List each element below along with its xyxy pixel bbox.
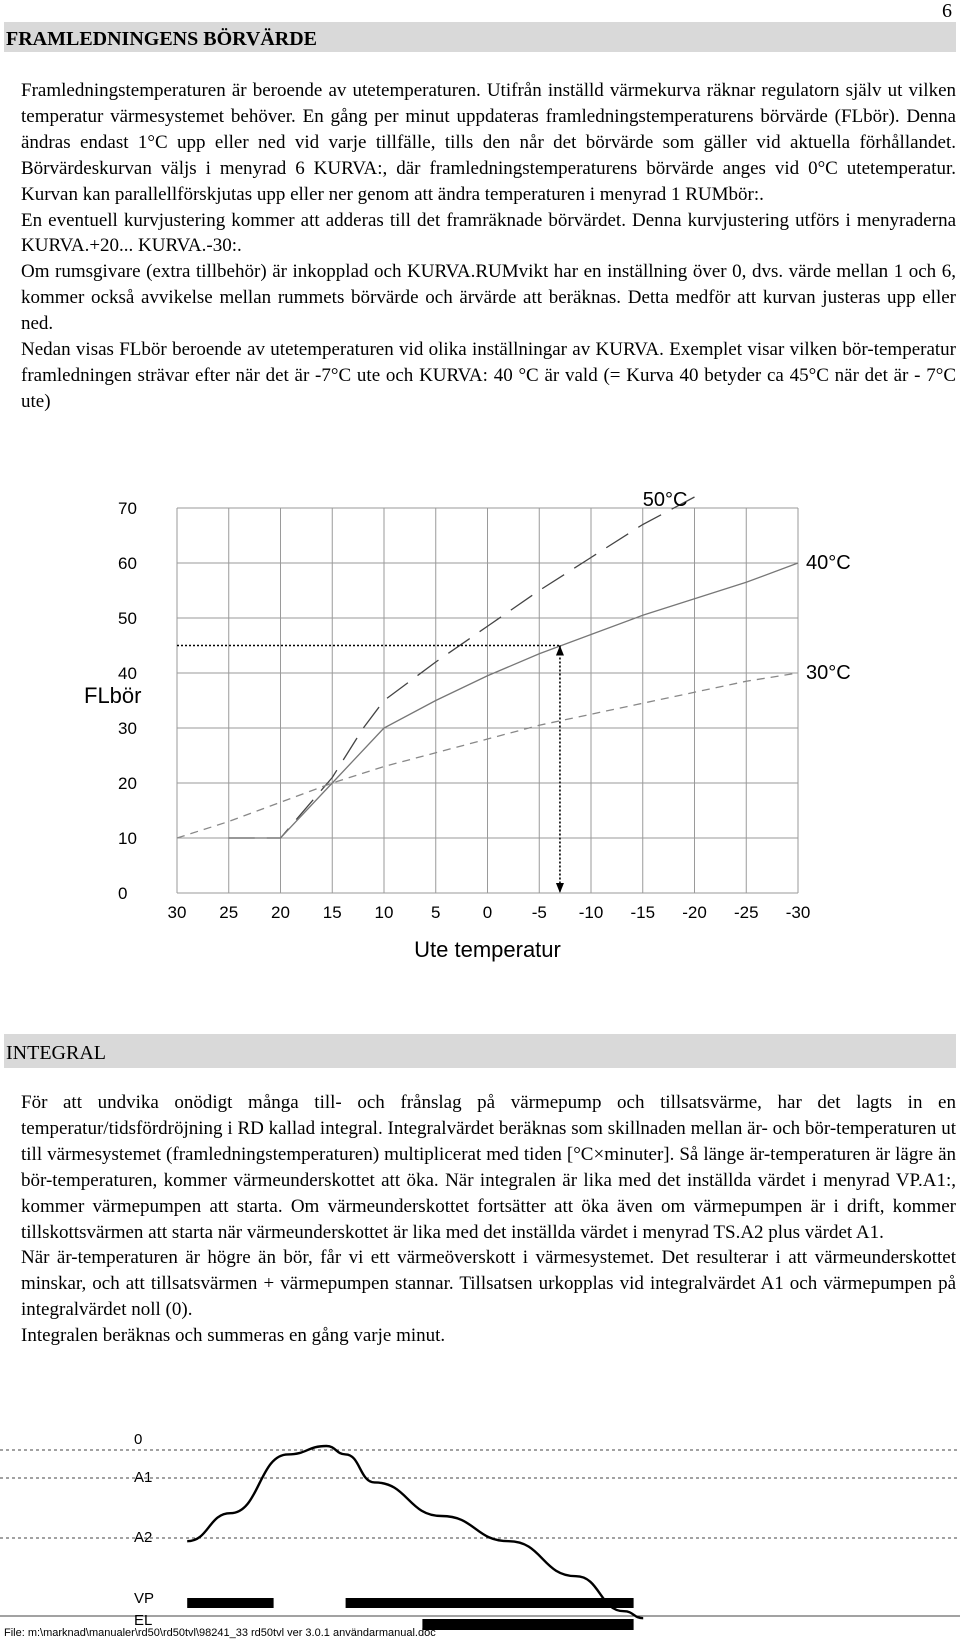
- integral-chart: [0, 1420, 960, 1630]
- series-label: 50°C: [642, 489, 688, 511]
- section-heading-bar: [4, 22, 956, 52]
- paragraph: Nedan visas FLbör beroende av utetemperaturen vid olika inställningar av KURVA. Exemplet visar vilken bör-temperatur framledningen strävar efter när det är -7°C ute och KURVA: 40 °C är vald (= Kurva 40 betyder ca 45°C när det är - 7°C ute): [21, 339, 956, 412]
- body-text: [21, 1090, 956, 1349]
- y-tick-label: 0: [118, 884, 128, 903]
- series-line: [229, 563, 798, 838]
- x-tick-label: 5: [431, 903, 441, 922]
- x-tick-label: 20: [271, 903, 290, 922]
- body-text: [21, 78, 956, 415]
- y-tick-label: 50: [118, 609, 137, 628]
- x-tick-label: -25: [733, 903, 759, 922]
- file-path-footer: File: m:\marknad\manualer\rd50\rd50tvl\98241_33 rd50tvl ver 3.0.1 användarmanual.doc: [4, 1627, 436, 1639]
- y-tick-label: 70: [118, 499, 137, 518]
- y-tick-label: 40: [118, 664, 137, 683]
- section-heading-bar: [4, 1034, 956, 1068]
- y-tick-label: 30: [118, 719, 137, 738]
- vp-on-bar: [346, 1598, 634, 1608]
- heating-curve-chart: [60, 488, 900, 1028]
- paragraph: Integralen beräknas och summeras en gång varje minut.: [21, 1325, 446, 1347]
- x-tick-label: 25: [219, 903, 239, 922]
- level-label: VP: [134, 1590, 155, 1607]
- paragraph: När är-temperaturen är högre än bör, får vi ett värmeöverskott i värmesystemet. Det resulterar i att värmeunderskottet minskar, och att tillsatsvärmen + värmepumpen stannar. Tillsatsen urkopplas vid integralvärdet A1 och värmepumpen på integralvärdet noll (0).: [21, 1247, 956, 1321]
- annotation-arrowhead: [556, 883, 564, 893]
- y-tick-label: 20: [118, 774, 137, 793]
- y-tick-label: 60: [118, 554, 137, 573]
- x-tick-label: -5: [531, 903, 547, 922]
- page-number: 6: [942, 0, 952, 22]
- level-label: A1: [134, 1469, 153, 1486]
- series-line: [229, 497, 695, 838]
- vp-on-bar: [187, 1598, 273, 1608]
- x-tick-label: -20: [682, 903, 707, 922]
- paragraph: Framledningstemperaturen är beroende av utetemperaturen. Utifrån inställd värmekurva räknar regulatorn själv ut vilken temperatur värmesystemet behöver. En gång per minut uppdateras framledningstemperaturens börvärde (FLbör). Denna ändras endast 1°C upp eller ned vid varje tillfälle, tills den når det börvärde som gäller vid aktuella förhållandet. Börvärdeskurvan väljs i menyrad 6 KURVA:, där framledningstemperaturens börvärde anges vid 0°C utetemperatur. Kurvan kan parallellförskjutas upp eller ner genom att ändra temperaturen i menyrad 1 RUMbör:.: [21, 80, 956, 205]
- series-label: 30°C: [806, 662, 851, 684]
- paragraph: Om rumsgivare (extra tillbehör) är inkopplad och KURVA.RUMvikt har en inställning över 0, dvs. värde mellan 1 och 6, kommer också avvikelse mellan rummets börvärde och ärvärde att beräknas. Detta medför att kurvan justeras upp eller ned.: [21, 261, 956, 335]
- y-axis-label: FLbör: [84, 683, 142, 708]
- x-tick-label: 15: [322, 903, 342, 922]
- integral-curve: [187, 1446, 643, 1618]
- x-axis-label: Ute temperatur: [414, 937, 561, 962]
- section-heading: INTEGRAL: [6, 1042, 106, 1064]
- y-tick-label: 10: [118, 829, 137, 848]
- x-tick-label: 10: [374, 903, 394, 922]
- x-tick-label: -15: [630, 903, 656, 922]
- level-label: 0: [134, 1431, 143, 1448]
- paragraph: En eventuell kurvjustering kommer att adderas till det framräknade börvärdet. Denna kurvjustering utförs i menyraderna KURVA.+20... KURVA.-30:.: [21, 209, 956, 257]
- x-tick-label: -10: [578, 903, 604, 922]
- level-label: EL: [134, 1612, 153, 1629]
- level-label: A2: [134, 1529, 153, 1546]
- paragraph: För att undvika onödigt många till- och frånslag på värmepump och tillsatsvärme, har det lagts in en temperatur/tidsfördröjning i RD kallad integral. Integralvärdet beräknas som skillnaden mellan är- och bör-temperaturen ut till värmesystemet (framledningstemperaturen) multiplicerat med tiden [°C×minuter]. Så länge är-temperaturen är lägre än bör-temperaturen, kommer värmeunderskottet att öka. När integralen är lika med det inställda värdet i menyrad VP.A1:, kommer värmepumpen att starta. Om värmeunderskottet fortsätter att öka även om värmepumpen är i drift, kommer tillskottsvärmen att starta när värmeunderskottet är lika med det inställda värdet i menyrad TS.A2 plus värdet A1.: [21, 1092, 956, 1243]
- section-heading: FRAMLEDNINGENS BÖRVÄRDE: [6, 28, 317, 50]
- x-tick-label: -30: [785, 903, 811, 922]
- x-tick-label: 30: [167, 903, 187, 922]
- series-label: 40°C: [806, 552, 851, 574]
- x-tick-label: 0: [482, 903, 493, 922]
- el-on-bar: [422, 1619, 633, 1630]
